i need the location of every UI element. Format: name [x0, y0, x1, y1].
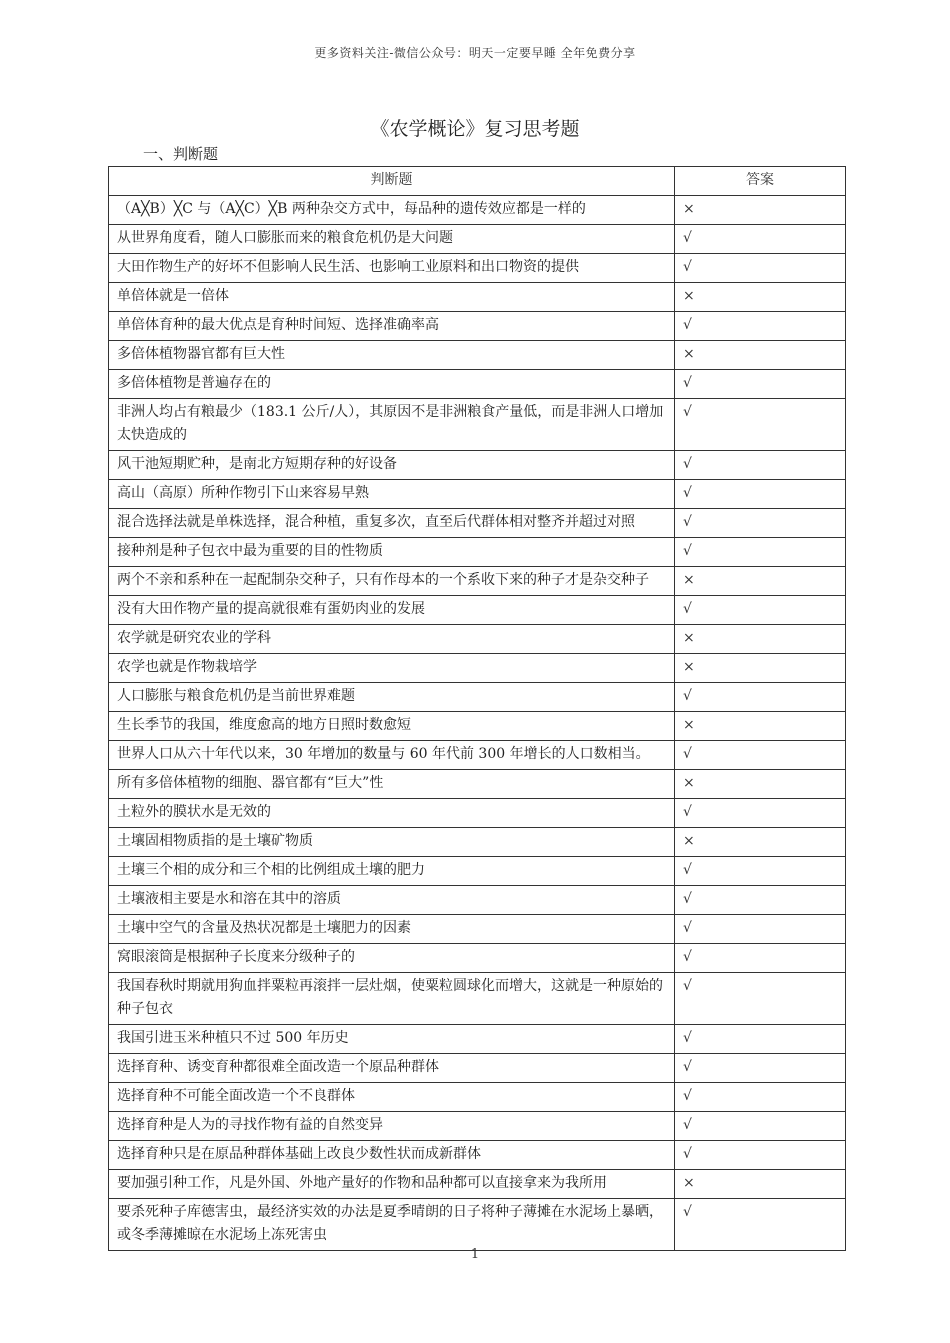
answer-cell: ×	[675, 770, 846, 799]
question-cell: 选择育种、诱变育种都很难全面改造一个原品种群体	[109, 1054, 675, 1083]
answer-cell: √	[675, 1025, 846, 1054]
table-row	[109, 654, 846, 683]
table-row	[109, 712, 846, 741]
answer-cell: √	[675, 944, 846, 973]
question-cell: 选择育种不可能全面改造一个不良群体	[109, 1083, 675, 1112]
answer-cell: ×	[675, 196, 846, 225]
answer-cell: √	[675, 538, 846, 567]
question-cell: 我国引进玉米种植只不过 500 年历史	[109, 1025, 675, 1054]
table-row	[109, 915, 846, 944]
table-row	[109, 625, 846, 654]
table-row	[109, 196, 846, 225]
table-row	[109, 1199, 846, 1251]
table-row	[109, 770, 846, 799]
table-row	[109, 857, 846, 886]
answer-cell: √	[675, 480, 846, 509]
answer-cell: √	[675, 683, 846, 712]
question-column-header: 判断题	[109, 167, 675, 196]
question-cell: 单倍体就是一倍体	[109, 283, 675, 312]
table-row	[109, 1054, 846, 1083]
question-cell: 土壤固相物质指的是土壤矿物质	[109, 828, 675, 857]
table-row	[109, 683, 846, 712]
answer-cell: √	[675, 973, 846, 1025]
question-cell: 窝眼滚筒是根据种子长度来分级种子的	[109, 944, 675, 973]
question-cell: 我国春秋时期就用狗血拌粟粒再滚拌一层灶烟，使粟粒圆球化而增大，这就是一种原始的种子包衣	[109, 973, 675, 1025]
question-cell: 农学就是研究农业的学科	[109, 625, 675, 654]
question-cell: 农学也就是作物栽培学	[109, 654, 675, 683]
question-cell: 选择育种是人为的寻找作物有益的自然变异	[109, 1112, 675, 1141]
question-cell: 人口膨胀与粮食危机仍是当前世界难题	[109, 683, 675, 712]
table-row	[109, 341, 846, 370]
question-cell: 单倍体育种的最大优点是育种时间短、选择准确率高	[109, 312, 675, 341]
answer-cell: ×	[675, 341, 846, 370]
answer-cell: ×	[675, 567, 846, 596]
document-title: 《农学概论》复习思考题	[370, 118, 580, 140]
header-note: 更多资料关注-微信公众号：明天一定要早睡 全年免费分享	[314, 46, 636, 60]
answer-cell: √	[675, 1054, 846, 1083]
answer-cell: √	[675, 1141, 846, 1170]
answer-cell: ×	[675, 654, 846, 683]
answer-cell: √	[675, 799, 846, 828]
table-row	[109, 370, 846, 399]
question-cell: 土壤三个相的成分和三个相的比例组成土壤的肥力	[109, 857, 675, 886]
table-row	[109, 480, 846, 509]
answer-cell: √	[675, 1112, 846, 1141]
question-cell: 要杀死种子库德害虫，最经济实效的办法是夏季晴朗的日子将种子薄摊在水泥场上暴晒，或冬季薄摊晾在水泥场上冻死害虫	[109, 1199, 675, 1251]
question-cell: 高山（高原）所种作物引下山来容易早熟	[109, 480, 675, 509]
table-row	[109, 254, 846, 283]
table-row	[109, 538, 846, 567]
question-cell: 世界人口从六十年代以来，30 年增加的数量与 60 年代前 300 年增长的人口数相当。	[109, 741, 675, 770]
answer-cell: ×	[675, 625, 846, 654]
question-cell: 土壤液相主要是水和溶在其中的溶质	[109, 886, 675, 915]
question-cell: 混合选择法就是单株选择，混合种植，重复多次，直至后代群体相对整齐并超过对照	[109, 509, 675, 538]
question-cell: 生长季节的我国，维度愈高的地方日照时数愈短	[109, 712, 675, 741]
answer-cell: √	[675, 886, 846, 915]
question-cell: 选择育种只是在原品种群体基础上改良少数性状而成新群体	[109, 1141, 675, 1170]
judgment-table	[108, 166, 846, 1251]
table-row	[109, 1170, 846, 1199]
table-row	[109, 973, 846, 1025]
answer-cell: √	[675, 857, 846, 886]
answer-cell: √	[675, 225, 846, 254]
table-row	[109, 283, 846, 312]
answer-cell: √	[675, 509, 846, 538]
question-cell: 土壤中空气的含量及热状况都是土壤肥力的因素	[109, 915, 675, 944]
table-row	[109, 509, 846, 538]
table-row	[109, 1141, 846, 1170]
answer-cell: √	[675, 1083, 846, 1112]
table-row	[109, 225, 846, 254]
table-row	[109, 1083, 846, 1112]
table-row	[109, 799, 846, 828]
table-row	[109, 312, 846, 341]
table-header-row	[109, 167, 846, 196]
answer-cell: √	[675, 741, 846, 770]
table-row	[109, 944, 846, 973]
answer-cell: √	[675, 370, 846, 399]
question-cell: 从世界角度看，随人口膨胀而来的粮食危机仍是大问题	[109, 225, 675, 254]
table-row	[109, 828, 846, 857]
question-cell: 多倍体植物器官都有巨大性	[109, 341, 675, 370]
table-row	[109, 1025, 846, 1054]
table-row	[109, 567, 846, 596]
question-cell: 没有大田作物产量的提高就很难有蛋奶肉业的发展	[109, 596, 675, 625]
question-cell: 非洲人均占有粮最少（183.1 公斤/人），其原因不是非洲粮食产量低，而是非洲人口增加太快造成的	[109, 399, 675, 451]
answer-cell: ×	[675, 1170, 846, 1199]
table-row	[109, 399, 846, 451]
answer-cell: √	[675, 596, 846, 625]
page-number: 1	[470, 1247, 480, 1262]
question-cell: 大田作物生产的好坏不但影响人民生活、也影响工业原料和出口物资的提供	[109, 254, 675, 283]
table-row	[109, 1112, 846, 1141]
table-row	[109, 886, 846, 915]
question-cell: 要加强引种工作，凡是外国、外地产量好的作物和品种都可以直接拿来为我所用	[109, 1170, 675, 1199]
question-cell: 两个不亲和系种在一起配制杂交种子，只有作母本的一个系收下来的种子才是杂交种子	[109, 567, 675, 596]
table-row	[109, 451, 846, 480]
question-cell: （A╳B）╳C 与（A╳C）╳B 两种杂交方式中，每品种的遗传效应都是一样的	[109, 196, 675, 225]
answer-cell: ×	[675, 283, 846, 312]
question-cell: 接种剂是种子包衣中最为重要的目的性物质	[109, 538, 675, 567]
question-cell: 所有多倍体植物的细胞、器官都有“巨大”性	[109, 770, 675, 799]
question-cell: 多倍体植物是普遍存在的	[109, 370, 675, 399]
question-cell: 土粒外的膜状水是无效的	[109, 799, 675, 828]
section-heading: 一、判断题	[143, 145, 219, 163]
answer-cell: ×	[675, 712, 846, 741]
answer-cell: √	[675, 451, 846, 480]
table-row	[109, 741, 846, 770]
answer-cell: ×	[675, 828, 846, 857]
answer-cell: √	[675, 312, 846, 341]
answer-cell: √	[675, 254, 846, 283]
answer-column-header: 答案	[675, 167, 846, 196]
answer-cell: √	[675, 399, 846, 451]
table-row	[109, 596, 846, 625]
answer-cell: √	[675, 915, 846, 944]
answer-cell: √	[675, 1199, 846, 1251]
question-cell: 风干池短期贮种，是南北方短期存种的好设备	[109, 451, 675, 480]
